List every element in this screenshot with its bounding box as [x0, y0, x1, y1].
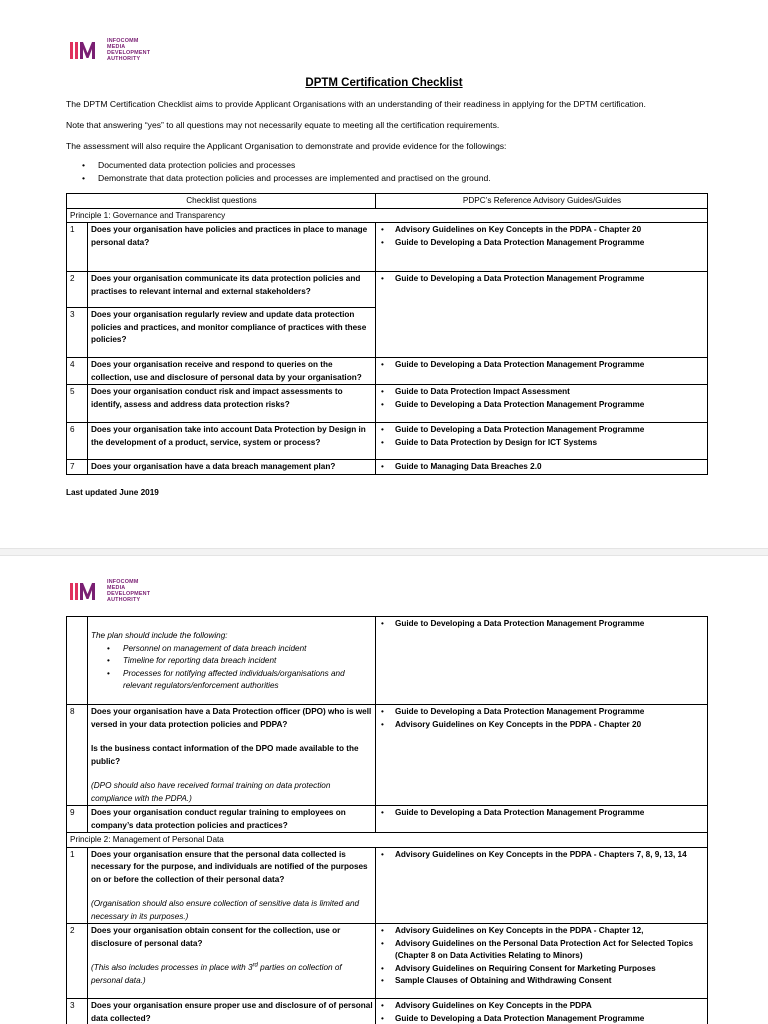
- principle-heading: Principle 2: Management of Personal Data: [67, 833, 708, 848]
- row-guides: [376, 999, 708, 1024]
- guide-item: • Guide to Developing a Data Protection Management Programme: [379, 399, 705, 412]
- imda-logo-text: INFOCOMM MEDIA DEVELOPMENT AUTHORITY: [107, 38, 151, 62]
- row-question: Does your organisation obtain consent for the collection, use or disclosure of personal data? (This also includes processes in place with 3rd parties on collection of personal data.): [88, 924, 376, 999]
- plan-item: • Personnel on management of data breach incident: [103, 643, 373, 656]
- guide-item: • Guide to Developing a Data Protection Management Programme: [379, 424, 705, 437]
- row-number: 9: [67, 806, 88, 833]
- guide-item: • Advisory Guidelines on Key Concepts in the PDPA - Chapter 20: [379, 224, 705, 237]
- row-number: 5: [67, 385, 88, 423]
- row-question: Does your organisation conduct regular training to employees on company’s data protection policies and practices?: [88, 806, 376, 833]
- row-question: Does your organisation have a data breach management plan?: [88, 460, 376, 475]
- imda-logo-mark-icon: [70, 583, 104, 600]
- row-number: 1: [67, 223, 88, 272]
- guide-item: • Guide to Developing a Data Protection Management Programme: [379, 618, 705, 631]
- imda-logo-text: INFOCOMM MEDIA DEVELOPMENT AUTHORITY: [107, 579, 151, 603]
- guide-item: • Guide to Developing a Data Protection Management Programme: [379, 807, 705, 820]
- table-row: [67, 617, 708, 705]
- plan-intro: The plan should include the following:: [91, 631, 228, 640]
- guide-item: • Sample Clauses of Obtaining and Withdrawing Consent: [379, 975, 705, 988]
- imda-logo: [70, 579, 150, 603]
- row-number: 8: [67, 705, 88, 806]
- row-guides: [376, 924, 708, 999]
- guide-item: • Guide to Managing Data Breaches 2.0: [379, 461, 705, 474]
- row-number: 2: [67, 924, 88, 999]
- row-guides: [376, 272, 708, 358]
- row-question: Does your organisation take into account Data Protection by Design in the development of a product, service, system or process?: [88, 423, 376, 460]
- last-updated-note: Last updated June 2019: [66, 488, 159, 497]
- guide-item: • Guide to Data Protection by Design for ICT Systems: [379, 437, 705, 450]
- row-question: Does your organisation communicate its data protection policies and practises to relevant internal and external stakeholders?: [88, 272, 376, 308]
- guide-item: • Advisory Guidelines on Key Concepts in the PDPA - Chapters 7, 8, 9, 13, 14: [379, 849, 705, 862]
- imda-logo: [70, 38, 150, 62]
- row-number: 7: [67, 460, 88, 475]
- header-checklist-questions: Checklist questions: [67, 194, 376, 209]
- row-question: Does your organisation have policies and practices in place to manage personal data?: [88, 223, 376, 272]
- assessment-paragraph: The assessment will also require the Applicant Organisation to demonstrate and provide evidence for the followings:: [66, 141, 507, 151]
- table-row: [67, 358, 708, 385]
- principle-heading: Principle 1: Governance and Transparency: [67, 208, 708, 223]
- page-title: DPTM Certification Checklist: [305, 77, 463, 89]
- row-question: Does your organisation regularly review and update data protection policies and practices, and monitor compliance of practices with these policies?: [88, 308, 376, 358]
- row-guides: [376, 423, 708, 460]
- row-number: 1: [67, 847, 88, 924]
- imda-logo-mark-icon: [70, 42, 104, 59]
- list-item: • Documented data protection policies and processes: [82, 159, 491, 172]
- header-reference-guides: PDPC’s Reference Advisory Guides/Guides: [376, 194, 708, 209]
- note-paragraph: Note that answering “yes” to all questions may not necessarily equate to meeting all the certification requirements.: [66, 120, 500, 130]
- guide-item: • Advisory Guidelines on the Personal Data Protection Act for Selected Topics (Chapter 8 on Data Activities Relating to Minors): [379, 938, 705, 963]
- row-question: Does your organisation have a Data Protection officer (DPO) who is well versed in your data protection policies and PDPA? Is the business contact information of the DPO made available to the public? (DPO should also have received formal training on data protection compliance with the PDPA.): [88, 705, 376, 806]
- guide-item: • Guide to Developing a Data Protection Management Programme: [379, 237, 705, 250]
- row-guides: [376, 705, 708, 806]
- assessment-list: [82, 159, 491, 184]
- guide-item: • Advisory Guidelines on Key Concepts in the PDPA - Chapter 20: [379, 719, 705, 732]
- row-question: Does your organisation ensure proper use and disclosure of of personal data collected?: [88, 999, 376, 1024]
- table-row: [67, 385, 708, 423]
- table-row: [67, 806, 708, 833]
- intro-paragraph: The DPTM Certification Checklist aims to provide Applicant Organisations with an understanding of their readiness in applying for the DPTM certification.: [66, 99, 646, 109]
- list-item: • Demonstrate that data protection policies and processes are implemented and practised on the ground.: [82, 172, 491, 185]
- checklist-table-2: [66, 616, 708, 1024]
- guide-item: • Guide to Data Protection Impact Assessment: [379, 386, 705, 399]
- row-guides: [376, 617, 708, 705]
- guide-item: • Guide to Developing a Data Protection Management Programme: [379, 359, 705, 372]
- row-guides: [376, 385, 708, 423]
- guide-item: • Advisory Guidelines on Key Concepts in the PDPA: [379, 1000, 705, 1013]
- plan-item: • Timeline for reporting data breach incident: [103, 655, 373, 668]
- row-number: 6: [67, 423, 88, 460]
- row-number: 4: [67, 358, 88, 385]
- guide-item: • Guide to Developing a Data Protection Management Programme: [379, 706, 705, 719]
- row-question: Does your organisation ensure that the personal data collected is necessary for the purpose, and individuals are notified of the purposes on or before the collection of their personal data? (Organisation should also ensure collection of sensitive data is limited and necessary in its purposes.): [88, 847, 376, 924]
- table-row: [67, 924, 708, 999]
- guide-item: • Guide to Developing a Data Protection Management Programme: [379, 1013, 705, 1024]
- page-2: [0, 556, 768, 1024]
- table-row: [67, 999, 708, 1024]
- row-guides: [376, 358, 708, 385]
- guide-item: • Advisory Guidelines on Key Concepts in the PDPA - Chapter 12,: [379, 925, 705, 938]
- guide-item: • Advisory Guidelines on Requiring Consent for Marketing Purposes: [379, 963, 705, 976]
- row-guides: [376, 223, 708, 272]
- checklist-table-1: [66, 193, 708, 475]
- row-guides: [376, 847, 708, 924]
- row-guides: [376, 806, 708, 833]
- row-question: Does your organisation receive and respond to queries on the collection, use and disclosure of personal data by your organisation?: [88, 358, 376, 385]
- page-separator: [0, 548, 768, 556]
- table-row: [67, 272, 708, 308]
- row-question: Does your organisation conduct risk and impact assessments to identify, assess and address data protection risks?: [88, 385, 376, 423]
- row-number: 3: [67, 999, 88, 1024]
- row-question: [88, 617, 376, 705]
- table-row: [67, 460, 708, 475]
- table-row: [67, 705, 708, 806]
- row-number: 2: [67, 272, 88, 308]
- plan-item: • Processes for notifying affected individuals/organisations and relevant regulators/enforcement authorities: [103, 668, 373, 693]
- table-row: [67, 423, 708, 460]
- table-row: [67, 223, 708, 272]
- table-row: [67, 847, 708, 924]
- guide-item: • Guide to Developing a Data Protection Management Programme: [379, 273, 705, 286]
- row-guides: [376, 460, 708, 475]
- row-number: 3: [67, 308, 88, 358]
- row-note: (This also includes processes in place with 3rd parties on collection of personal data.): [91, 962, 342, 985]
